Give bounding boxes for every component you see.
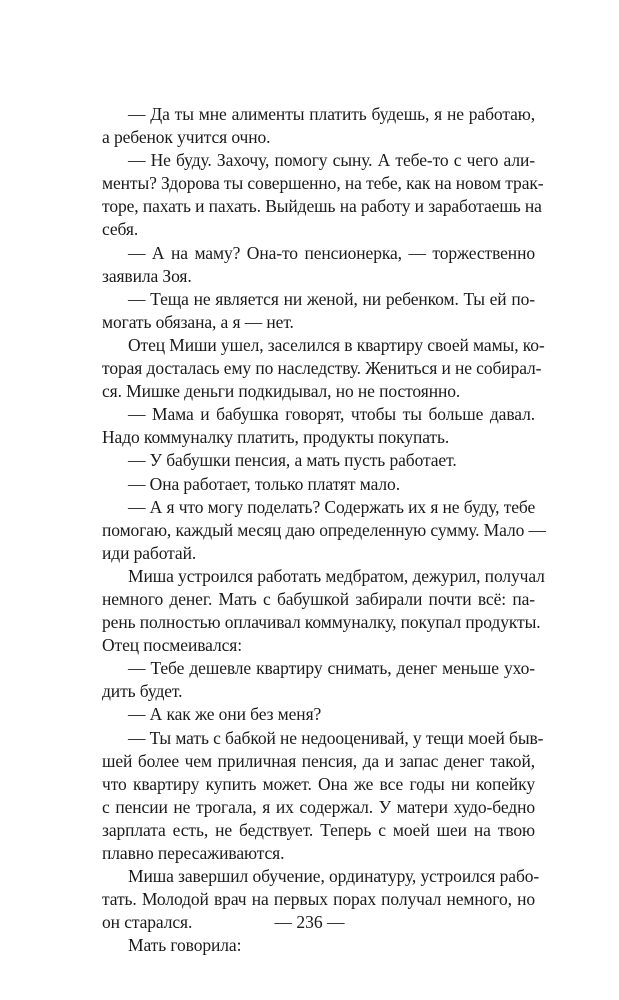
paragraph	[102, 934, 535, 957]
text-line: рень полностью оплачивал коммуналку, покупал продукты.	[102, 612, 541, 633]
text-block	[102, 103, 546, 957]
paragraph	[102, 703, 535, 726]
text-line: торая досталась ему по наследству. Жениться и не собирал-	[102, 358, 542, 379]
text-line: тать. Молодой врач на первых порах получал немного, но	[102, 889, 535, 910]
paragraph	[102, 449, 535, 472]
paragraph	[102, 103, 535, 149]
text-line: — Теща не является ни женой, ни ребенком. Ты ей по-	[128, 288, 535, 309]
paragraph	[102, 403, 535, 449]
text-line: — Тебе дешевле квартиру снимать, денег меньше ухо-	[128, 658, 535, 679]
text-line: с пенсии не трогала, я их содержал. У матери худо-бедно	[102, 796, 535, 817]
paragraph	[102, 496, 546, 565]
text-line: иди работай.	[102, 542, 197, 563]
text-line: — А на маму? Она-то пенсионерка, — торжественно	[128, 242, 535, 263]
paragraph	[102, 565, 545, 657]
page-number: — 236 —	[274, 912, 345, 932]
text-line: Миша устроился работать медбратом, дежурил, получал	[128, 565, 545, 586]
text-line: шей более чем приличная пенсия, да и запас денег такой,	[102, 750, 535, 771]
text-line: а ребенок учится очно.	[102, 127, 271, 148]
text-line: он старался.	[102, 912, 193, 933]
text-line: менты? Здорова ты совершенно, на тебе, как на новом трак-	[102, 173, 544, 194]
paragraph	[102, 473, 535, 496]
text-line: Надо коммуналку платить, продукты покупать.	[102, 427, 450, 448]
paragraph	[102, 334, 545, 403]
text-line: — У бабушки пенсия, а мать пусть работает.	[128, 450, 457, 471]
text-line: — А я что могу поделать? Содержать их я не буду, тебе	[128, 496, 536, 517]
paragraph	[102, 727, 544, 866]
text-line: — Да ты мне алименты платить будешь, я не работаю,	[128, 104, 535, 124]
text-line: Отец Миши ушел, заселился в квартиру своей мамы, ко-	[128, 334, 545, 355]
text-line: — Ты мать с бабкой не недооценивай, у тещи моей быв-	[128, 727, 544, 748]
text-line: немного денег. Мать с бабушкой забирали почти всё: па-	[102, 588, 535, 609]
text-line: помогаю, каждый месяц даю определенную сумму. Мало —	[102, 519, 546, 540]
text-line: дить будет.	[102, 681, 183, 702]
paragraph	[102, 657, 535, 703]
text-line: — А как же они без меня?	[128, 704, 322, 725]
text-line: ся. Мишке деньги подкидывал, но не постоянно.	[102, 381, 461, 402]
paragraph	[102, 288, 535, 334]
text-line: себя.	[102, 219, 139, 240]
text-line: могать обязана, а я — нет.	[102, 311, 294, 332]
paragraph	[102, 242, 535, 288]
text-line: — Не буду. Захочу, помогу сыну. А тебе-то с чего али-	[128, 150, 535, 171]
text-line: — Она работает, только платят мало.	[128, 473, 400, 494]
text-line: Мать говорила:	[128, 935, 242, 956]
text-line: зарплата есть, не бедствует. Теперь с моей шеи на твою	[102, 819, 535, 840]
text-line: — Мама и бабушка говорят, чтобы ты больше давал.	[128, 404, 535, 425]
text-line: Отец посмеивался:	[102, 635, 242, 656]
paragraph	[102, 149, 544, 241]
text-line: Миша завершил обучение, ординатуру, устроился рабо-	[128, 866, 540, 887]
text-line: что квартиру купить может. Она же все годы ни копейку	[102, 773, 535, 794]
text-line: заявила Зоя.	[102, 265, 192, 286]
text-line: плавно пересаживаются.	[102, 843, 285, 863]
text-line: торе, пахать и пахать. Выйдешь на работу и заработаешь на	[102, 196, 542, 217]
